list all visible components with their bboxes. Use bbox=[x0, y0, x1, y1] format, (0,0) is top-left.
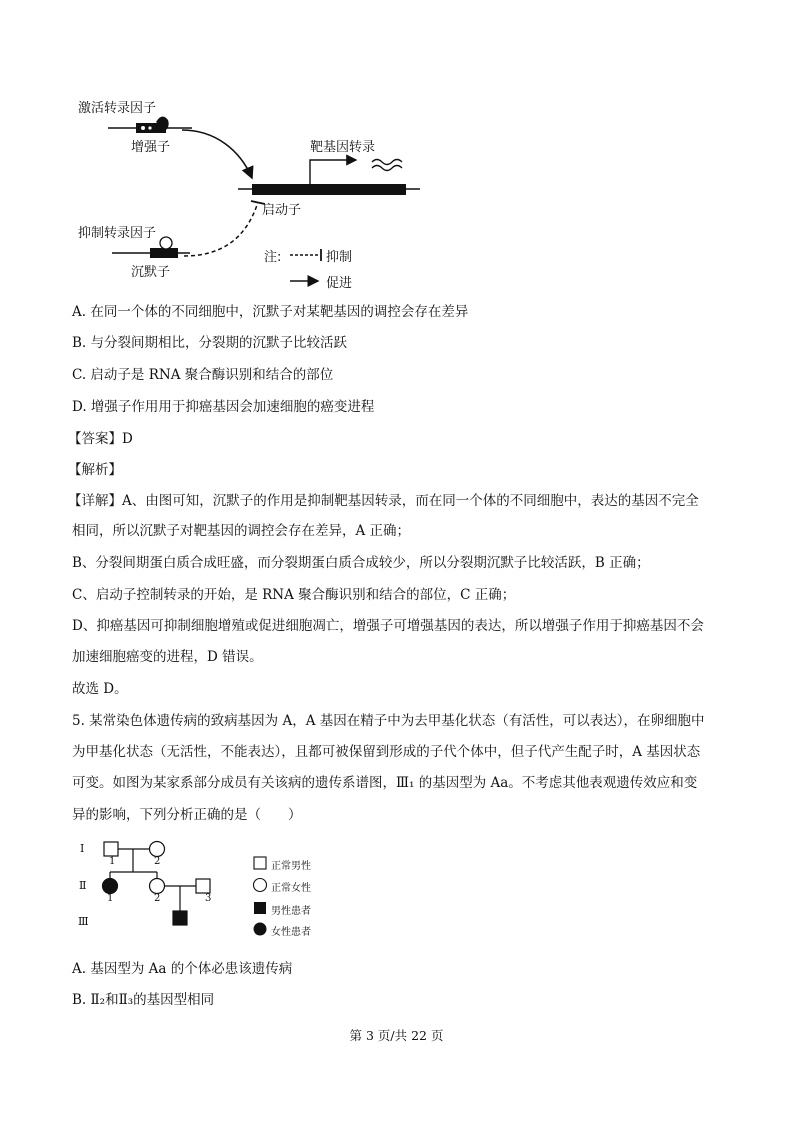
target-gene-block bbox=[252, 184, 406, 195]
repressor-label: 抑制转录因子 bbox=[78, 226, 157, 241]
legend-promote-label: 促进 bbox=[326, 276, 353, 291]
note-prefix: 注: bbox=[264, 250, 282, 265]
promoter-label: 启动子 bbox=[262, 203, 302, 218]
q4-explanation-line-1: 【详解】A、由图可知，沉默子的作用是抑制靶基因转录，而在同一个体的不同细胞中，表达的基因不完全 bbox=[68, 493, 699, 509]
q5-option-a: A. 基因型为 Aa 的个体必患该遗传病 bbox=[72, 961, 293, 977]
silencer-label: 沉默子 bbox=[131, 265, 171, 280]
pedigree-number-II2: 2 bbox=[154, 893, 161, 904]
legend-affected-male-label: 男性患者 bbox=[271, 906, 311, 917]
q4-answer: 【答案】D bbox=[68, 431, 133, 447]
repressor-factor-shape bbox=[160, 237, 172, 249]
generation-label-II: Ⅱ bbox=[79, 879, 87, 892]
activator-label: 激活转录因子 bbox=[78, 101, 157, 116]
pedigree-number-II3: 3 bbox=[205, 893, 212, 904]
q5-stem-line-2: 为甲基化状态（无活性，不能表达），且都可被保留到形成的子代个体中，但子代产生配子时，A 基因状态 bbox=[72, 744, 701, 760]
legend-inhibit-label: 抑制 bbox=[326, 250, 353, 265]
q4-explanation-line-5: D、抑癌基因可抑制细胞增殖或促进细胞凋亡，增强子可增强基因的表达，所以增强子作用于抑癌基因不会 bbox=[72, 618, 704, 634]
enhancer-label: 增强子 bbox=[131, 140, 171, 155]
promote-arrow bbox=[182, 130, 252, 178]
pedigree-I1-normal-male bbox=[104, 842, 118, 856]
target-gene-label: 靶基因转录 bbox=[310, 140, 376, 155]
legend-normal-female-label: 正常女性 bbox=[271, 883, 311, 894]
pedigree-I2-normal-female bbox=[150, 842, 165, 857]
pedigree-number-III1: 1 bbox=[177, 917, 184, 928]
q4-option-b: B. 与分裂间期相比，分裂期的沉默子比较活跃 bbox=[72, 335, 348, 351]
pedigree-II3-normal-male bbox=[196, 879, 210, 893]
q5-stem-line-1: 5. 某常染色体遗传病的致病基因为 A，A 基因在精子中为去甲基化状态（有活性，可以表达），在卵细胞中 bbox=[72, 713, 705, 729]
legend-normal-male-icon bbox=[254, 857, 266, 869]
legend-normal-male-label: 正常男性 bbox=[271, 861, 311, 872]
pedigree-number-II1: 1 bbox=[107, 893, 114, 904]
q4-explanation-line-2: 相同，所以沉默子对靶基因的调控会存在差异，A 正确； bbox=[72, 523, 411, 539]
generation-label-I: Ⅰ bbox=[80, 842, 85, 855]
q4-analysis-heading: 【解析】 bbox=[68, 462, 122, 478]
q5-stem-line-4: 异的影响，下列分析正确的是（ ） bbox=[72, 807, 302, 823]
silencer-block bbox=[150, 248, 178, 258]
q5-stem-line-3: 可变。如图为某家系部分成员有关该病的遗传系谱图，Ⅲ₁ 的基因型为 Aa。不考虑其他表观遗传效应和变 bbox=[72, 775, 698, 791]
generation-label-III: Ⅲ bbox=[78, 915, 89, 928]
pedigree-graphics bbox=[0, 830, 793, 950]
legend-normal-female-icon bbox=[254, 879, 267, 892]
pedigree-number-I2: 2 bbox=[154, 856, 161, 867]
page-footer: 第 3 页/共 22 页 bbox=[349, 1028, 444, 1043]
transcription-arrow bbox=[310, 160, 356, 184]
q4-conclusion: 故选 D。 bbox=[72, 681, 128, 697]
q4-explanation-line-6: 加速细胞癌变的进程，D 错误。 bbox=[72, 649, 263, 665]
q4-option-d: D. 增强子作用用于抑癌基因会加速细胞的癌变进程 bbox=[72, 399, 375, 415]
legend-affected-male-icon bbox=[254, 902, 266, 914]
legend-affected-female-label: 女性患者 bbox=[271, 927, 311, 938]
q4-explanation-line-4: C、启动子控制转录的开始，是 RNA 聚合酶识别和结合的部位，C 正确； bbox=[72, 587, 516, 603]
pedigree-number-I1: 1 bbox=[109, 856, 116, 867]
q4-option-a: A. 在同一个体的不同细胞中，沉默子对某靶基因的调控会存在差异 bbox=[72, 304, 469, 320]
q4-explanation-line-3: B、分裂间期蛋白质合成旺盛，而分裂期蛋白质合成较少，所以分裂期沉默子比较活跃，B 正确； bbox=[72, 555, 650, 571]
legend-affected-female-icon bbox=[254, 923, 267, 936]
pedigree-II2-normal-female bbox=[150, 879, 165, 894]
q4-option-c: C. 启动子是 RNA 聚合酶识别和结合的部位 bbox=[72, 367, 334, 383]
inhibit-line bbox=[184, 202, 258, 256]
regulation-diagram-graphics bbox=[0, 0, 793, 300]
q5-option-b: B. Ⅱ₂和Ⅱ₃的基因型相同 bbox=[72, 992, 215, 1008]
pedigree-II1-affected-female bbox=[103, 879, 118, 894]
